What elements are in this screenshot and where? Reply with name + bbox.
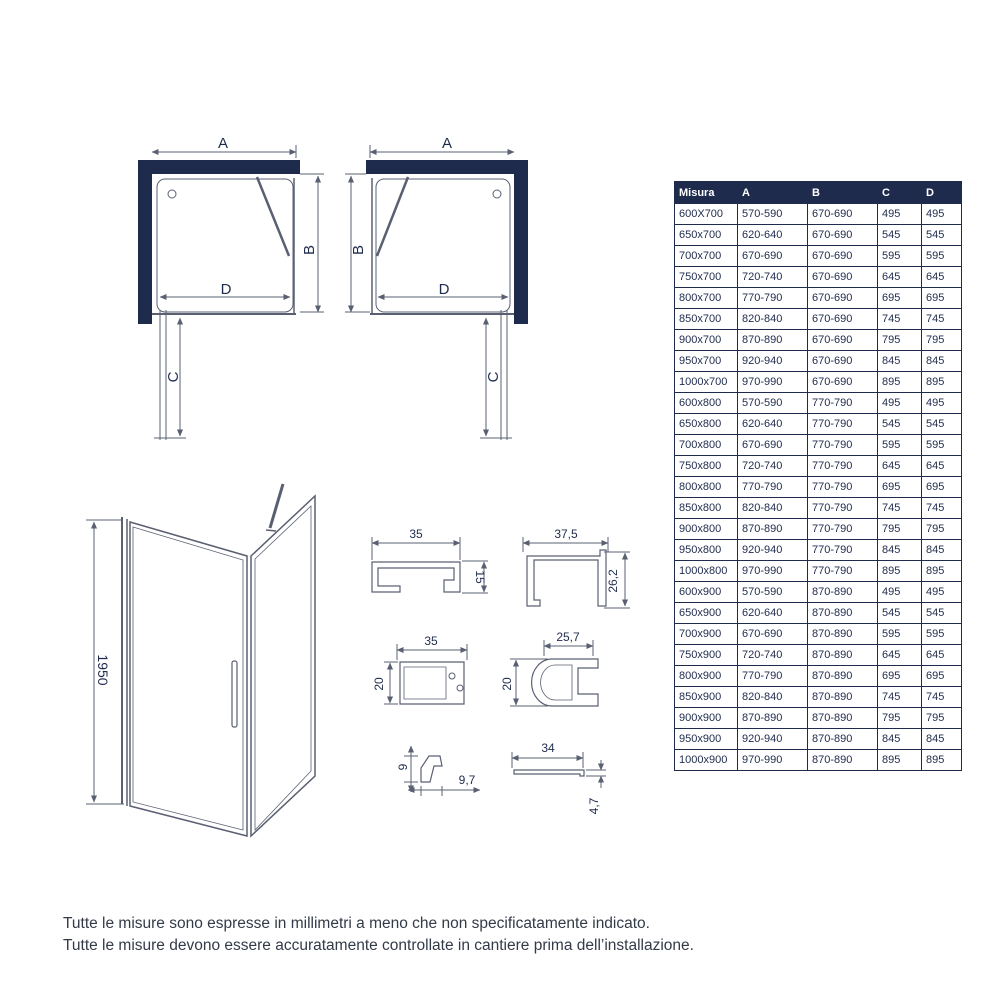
table-cell: 645 [922,456,962,477]
table-cell: 870-890 [738,519,808,540]
table-cell: 870-890 [738,708,808,729]
table-cell: 600x800 [675,393,738,414]
table-cell: 970-990 [738,372,808,393]
table-cell: 895 [922,750,962,771]
table-row [675,309,962,330]
table-row [675,645,962,666]
table-row [675,372,962,393]
table-row [675,477,962,498]
profile-1-width: 35 [409,527,423,541]
table-cell: 495 [922,393,962,414]
table-cell: 600x900 [675,582,738,603]
table-cell: 900x700 [675,330,738,351]
table-cell: 800x700 [675,288,738,309]
table-cell: 820-840 [738,498,808,519]
table-cell: 795 [878,708,922,729]
table-cell: 820-840 [738,309,808,330]
table-cell: 670-690 [808,372,878,393]
table-cell: 770-790 [738,288,808,309]
table-cell: 595 [878,246,922,267]
table-cell: 750x900 [675,645,738,666]
table-cell: 545 [878,603,922,624]
table-cell: 645 [878,267,922,288]
table-cell: 845 [878,729,922,750]
profile-section-1 [372,537,488,593]
wall-right [514,160,528,324]
table-cell: 545 [922,603,962,624]
table-cell: 970-990 [738,561,808,582]
profile-2-height: 26,2 [606,569,620,593]
profile-5-height: 9 [396,763,410,771]
table-cell: 670-690 [808,267,878,288]
door-handle [232,661,237,727]
header-a: A [738,182,808,204]
table-cell: 770-790 [808,477,878,498]
table-cell: 750x700 [675,267,738,288]
table-cell: 620-640 [738,414,808,435]
table-cell: 895 [922,561,962,582]
table-cell: 720-740 [738,456,808,477]
table-cell: 595 [922,624,962,645]
size-table [674,181,962,771]
table-cell: 645 [878,645,922,666]
table-cell: 595 [878,435,922,456]
table-cell: 920-940 [738,540,808,561]
table-cell: 545 [922,225,962,246]
table-cell: 695 [878,288,922,309]
table-cell: 650x900 [675,603,738,624]
table-row [675,246,962,267]
table-cell: 645 [878,456,922,477]
wall-top [138,160,300,174]
table-cell: 700x700 [675,246,738,267]
profile-3-width: 35 [424,634,438,648]
table-cell: 745 [922,309,962,330]
table-cell: 495 [878,393,922,414]
wall-top [366,160,528,174]
label-d-right: D [438,281,450,298]
table-cell: 820-840 [738,687,808,708]
label-a-right: A [441,135,453,152]
table-cell: 545 [922,414,962,435]
table-row [675,435,962,456]
table-cell: 895 [878,372,922,393]
door-leaf [257,177,289,256]
profile-3-height: 20 [372,677,386,691]
table-cell: 720-740 [738,645,808,666]
door-leaf [377,177,408,256]
table-cell: 870-890 [808,582,878,603]
side-panel [251,496,315,836]
profile-section-5 [404,746,480,796]
door-panel [130,522,247,836]
table-row [675,288,962,309]
table-cell: 595 [922,435,962,456]
profile-section-3 [384,644,467,704]
table-cell: 620-640 [738,225,808,246]
table-cell: 570-590 [738,582,808,603]
table-cell: 595 [922,246,962,267]
table-cell: 645 [922,645,962,666]
table-row [675,204,962,225]
header-d: D [922,182,962,204]
table-cell: 595 [878,624,922,645]
table-cell: 850x800 [675,498,738,519]
table-cell: 670-690 [808,204,878,225]
header-misura: Misura [675,182,738,204]
table-row [675,498,962,519]
table-row [675,624,962,645]
table-cell: 770-790 [808,561,878,582]
table-cell: 570-590 [738,204,808,225]
table-cell: 1000x700 [675,372,738,393]
table-row [675,456,962,477]
header-b: B [808,182,878,204]
table-cell: 770-790 [808,393,878,414]
table-cell: 1000x800 [675,561,738,582]
table-cell: 845 [922,540,962,561]
table-row [675,666,962,687]
table-cell: 795 [922,330,962,351]
table-cell: 745 [878,309,922,330]
table-row [675,687,962,708]
drain [168,190,176,198]
table-cell: 795 [922,708,962,729]
table-cell: 770-790 [738,666,808,687]
label-b-left: B [301,244,318,256]
plan-view-right [345,145,528,440]
table-header-row [675,182,962,204]
table-cell: 895 [878,561,922,582]
table-row [675,519,962,540]
table-cell: 870-890 [808,708,878,729]
table-cell: 495 [878,204,922,225]
table-cell: 795 [878,330,922,351]
wall-left [138,160,152,324]
table-cell: 870-890 [808,666,878,687]
table-cell: 900x800 [675,519,738,540]
profile-4-height: 20 [500,677,514,691]
table-cell: 670-690 [738,246,808,267]
drain [493,190,501,198]
label-b-right: B [350,244,367,256]
table-cell: 870-890 [808,603,878,624]
table-cell: 745 [922,498,962,519]
table-cell: 745 [878,498,922,519]
table-cell: 950x800 [675,540,738,561]
table-cell: 670-690 [808,330,878,351]
profile-6-height: 4,7 [587,797,601,815]
profile-section-6 [512,752,606,788]
table-cell: 695 [922,666,962,687]
table-cell: 850x700 [675,309,738,330]
table-cell: 545 [878,225,922,246]
bracing-bar [270,484,283,528]
table-cell: 770-790 [808,414,878,435]
table-cell: 645 [922,267,962,288]
table-cell: 750x800 [675,456,738,477]
footnote-units: Tutte le misure sono espresse in millimetri a meno che non specificatamente indicato. [63,915,650,932]
table-cell: 670-690 [808,309,878,330]
table-cell: 600X700 [675,204,738,225]
table-cell: 900x900 [675,708,738,729]
label-c-left: C [165,371,182,383]
table-cell: 770-790 [808,456,878,477]
table-cell: 620-640 [738,603,808,624]
table-cell: 650x800 [675,414,738,435]
table-row [675,351,962,372]
table-cell: 870-890 [738,330,808,351]
table-cell: 1000x900 [675,750,738,771]
table-row [675,414,962,435]
table-cell: 770-790 [808,498,878,519]
table-cell: 745 [878,687,922,708]
table-cell: 770-790 [738,477,808,498]
table-cell: 870-890 [808,729,878,750]
header-c: C [878,182,922,204]
table-cell: 800x800 [675,477,738,498]
profile-section-4 [510,640,598,706]
perspective-view [86,484,315,836]
profile-6-width: 34 [541,741,555,755]
table-cell: 650x700 [675,225,738,246]
table-cell: 920-940 [738,729,808,750]
table-cell: 695 [922,477,962,498]
table-cell: 845 [922,729,962,750]
label-height: 1950 [95,654,111,686]
table-cell: 495 [922,582,962,603]
footnote-check: Tutte le misure devono essere accuratamente controllate in cantiere prima dell’installazione. [63,937,694,954]
table-cell: 700x900 [675,624,738,645]
table-cell: 845 [922,351,962,372]
table-cell: 920-940 [738,351,808,372]
table-cell: 850x900 [675,687,738,708]
table-cell: 745 [922,687,962,708]
profile-1-height: 15 [473,570,487,584]
table-cell: 895 [922,372,962,393]
table-cell: 670-690 [808,225,878,246]
table-row [675,393,962,414]
table-cell: 870-890 [808,687,878,708]
label-c-right: C [485,371,502,383]
table-cell: 770-790 [808,540,878,561]
table-cell: 770-790 [808,435,878,456]
table-row [675,582,962,603]
table-cell: 845 [878,351,922,372]
table-row [675,708,962,729]
table-cell: 695 [878,477,922,498]
table-cell: 670-690 [738,435,808,456]
table-cell: 795 [878,519,922,540]
table-row [675,267,962,288]
table-row [675,330,962,351]
label-a-left: A [217,135,229,152]
table-cell: 770-790 [808,519,878,540]
table-cell: 800x900 [675,666,738,687]
table-cell: 670-690 [808,351,878,372]
table-cell: 700x800 [675,435,738,456]
table-cell: 795 [922,519,962,540]
table-row [675,561,962,582]
table-row [675,225,962,246]
table-cell: 845 [878,540,922,561]
table-cell: 495 [922,204,962,225]
label-d-left: D [220,281,232,298]
table-cell: 720-740 [738,267,808,288]
profile-5-width: 9,7 [458,773,476,787]
table-cell: 695 [878,666,922,687]
table-row [675,540,962,561]
profile-2-width: 37,5 [554,527,578,541]
table-cell: 670-690 [808,246,878,267]
table-cell: 670-690 [808,288,878,309]
table-cell: 870-890 [808,750,878,771]
table-cell: 870-890 [808,645,878,666]
table-cell: 950x700 [675,351,738,372]
table-cell: 670-690 [738,624,808,645]
table-cell: 695 [922,288,962,309]
table-cell: 970-990 [738,750,808,771]
profile-4-width: 25,7 [556,630,580,644]
table-cell: 895 [878,750,922,771]
table-cell: 545 [878,414,922,435]
table-row [675,750,962,771]
table-cell: 950x900 [675,729,738,750]
table-row [675,729,962,750]
table-cell: 495 [878,582,922,603]
table-cell: 570-590 [738,393,808,414]
table-cell: 870-890 [808,624,878,645]
table-row [675,603,962,624]
